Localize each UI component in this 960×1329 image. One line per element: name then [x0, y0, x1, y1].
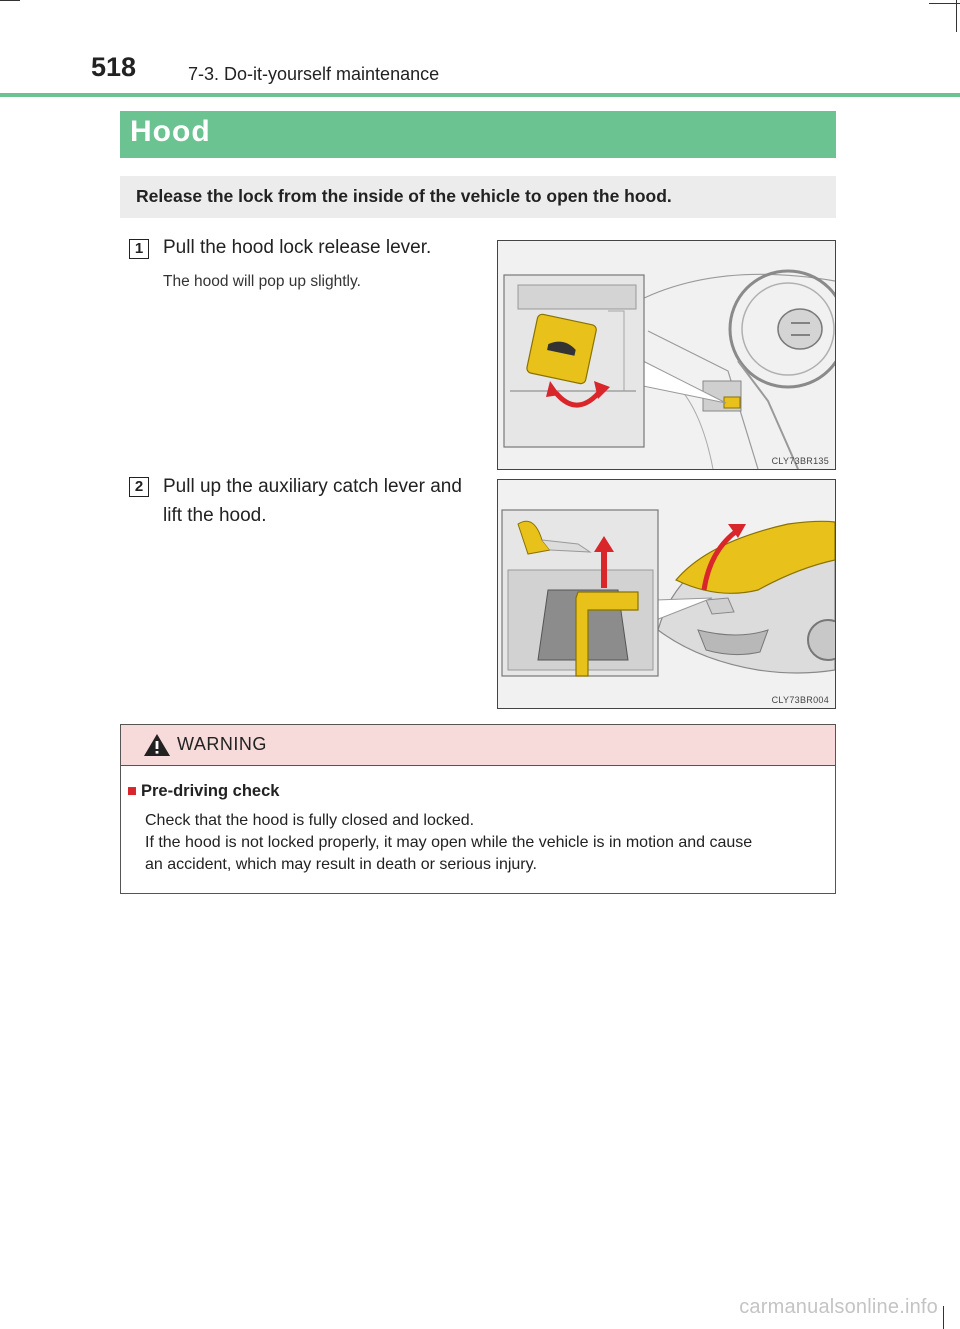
warning-triangle-icon	[143, 733, 171, 757]
section-intro: Release the lock from the inside of the vehicle to open the hood.	[120, 176, 836, 218]
step-2-text-line1: Pull up the auxiliary catch lever and	[163, 476, 462, 497]
step-1-number: 1	[129, 239, 149, 259]
warning-line: an accident, which may result in death or serious injury.	[145, 856, 537, 873]
figure-auxiliary-catch-lever	[497, 479, 836, 709]
square-bullet-icon: ■	[127, 782, 137, 800]
figure-code: CLY73BR004	[771, 695, 829, 705]
header-rule	[0, 93, 960, 97]
figure-hood-release-lever	[497, 240, 836, 470]
page-number: 518	[91, 52, 137, 82]
section-title: Hood	[120, 111, 836, 158]
chapter-title: 7-3. Do-it-yourself maintenance	[188, 64, 440, 84]
warning-line: Check that the hood is fully closed and locked.	[145, 812, 475, 829]
warning-box	[120, 724, 836, 894]
auxiliary-catch-illustration	[498, 480, 835, 708]
warning-item-title	[127, 782, 279, 801]
step-2-number: 2	[129, 477, 149, 497]
watermark: carmanualsonline.info	[739, 1296, 938, 1318]
step-1-text: Pull the hood lock release lever.	[163, 237, 432, 258]
warning-label: WARNING	[177, 734, 267, 754]
crop-mark	[943, 1306, 944, 1329]
crop-mark	[956, 0, 957, 32]
step-2-text-line2: lift the hood.	[163, 505, 267, 526]
figure-code: CLY73BR135	[771, 456, 829, 466]
warning-line: If the hood is not locked properly, it may open while the vehicle is in motion and cause	[145, 834, 753, 851]
warning-header	[121, 725, 835, 766]
step-1-note: The hood will pop up slightly.	[163, 273, 361, 290]
warning-item-title-text: Pre-driving check	[140, 782, 280, 800]
hood-release-lever-illustration	[498, 241, 835, 469]
crop-mark	[0, 0, 20, 1]
